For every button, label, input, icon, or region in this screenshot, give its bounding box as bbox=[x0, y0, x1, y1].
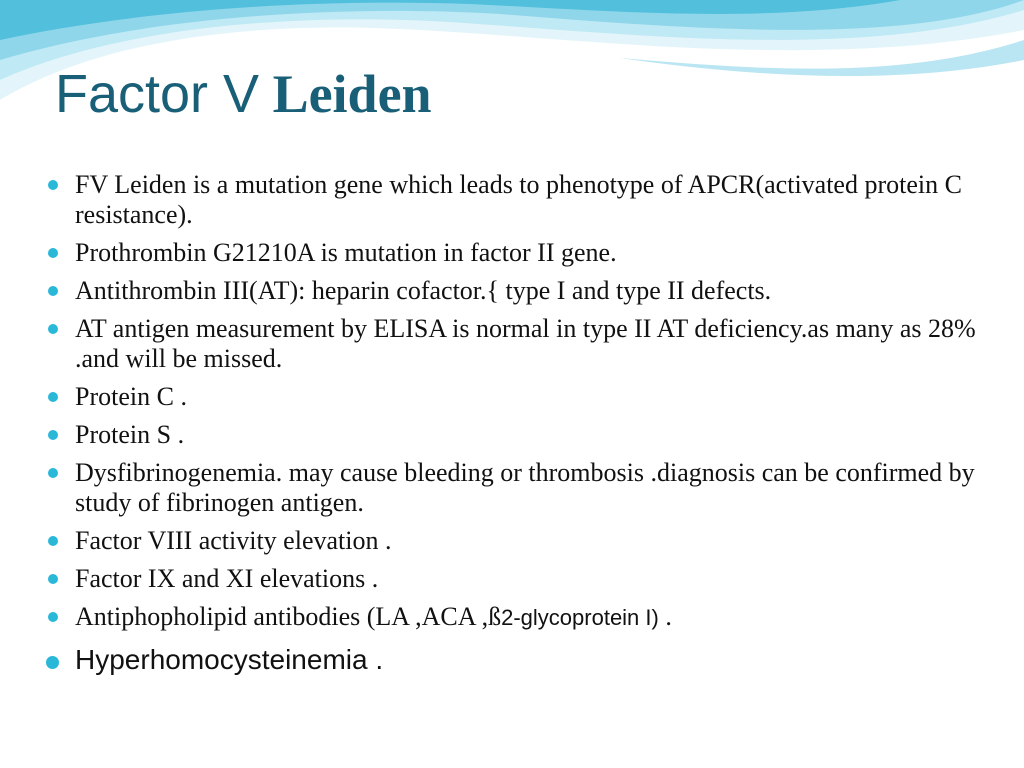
bullet-dot-icon bbox=[48, 430, 58, 440]
bullet-item: Prothrombin G21210A is mutation in factor II gene. bbox=[40, 238, 1000, 268]
bullet-item: Factor IX and XI elevations . bbox=[40, 564, 1000, 594]
bullet-dot-icon bbox=[48, 324, 58, 334]
bullet-dot-icon bbox=[48, 248, 58, 258]
title-part-2: Leiden bbox=[272, 64, 432, 124]
bullet-dot-icon bbox=[48, 536, 58, 546]
bullet-dot-icon bbox=[48, 612, 58, 622]
bullet-item: Dysfibrinogenemia. may cause bleeding or thrombosis .diagnosis can be confirmed by study of fibrinogen antigen. bbox=[40, 458, 1000, 518]
bullet-dot-icon bbox=[48, 574, 58, 584]
bullet-item: Factor VIII activity elevation . bbox=[40, 526, 1000, 556]
bullet-item: Antithrombin III(AT): heparin cofactor.{ type I and type II defects. bbox=[40, 276, 1000, 306]
title-part-1: Factor V bbox=[55, 64, 260, 124]
bullet-item: Protein C . bbox=[40, 382, 1000, 412]
bullet-dot-icon bbox=[48, 286, 58, 296]
bullet-item: Protein S . bbox=[40, 420, 1000, 450]
bullet-dot-icon bbox=[48, 468, 58, 478]
bullet-list bbox=[40, 170, 1000, 683]
bullet-dot-icon bbox=[46, 656, 59, 669]
bullet-dot-icon bbox=[48, 392, 58, 402]
slide-title bbox=[55, 62, 432, 127]
bullet-item: FV Leiden is a mutation gene which leads to phenotype of APCR(activated protein C resistance). bbox=[40, 170, 1000, 230]
bullet-item-large: Hyperhomocysteinemia . bbox=[40, 645, 1000, 675]
bullet-item: AT antigen measurement by ELISA is normal in type II AT deficiency.as many as 28% .and will be missed. bbox=[40, 314, 1000, 374]
bullet-item-antiphospholipid: Antiphopholipid antibodies (LA ,ACA ,ß2-glycoprotein I) . bbox=[40, 602, 1000, 633]
bullet-dot-icon bbox=[48, 180, 58, 190]
